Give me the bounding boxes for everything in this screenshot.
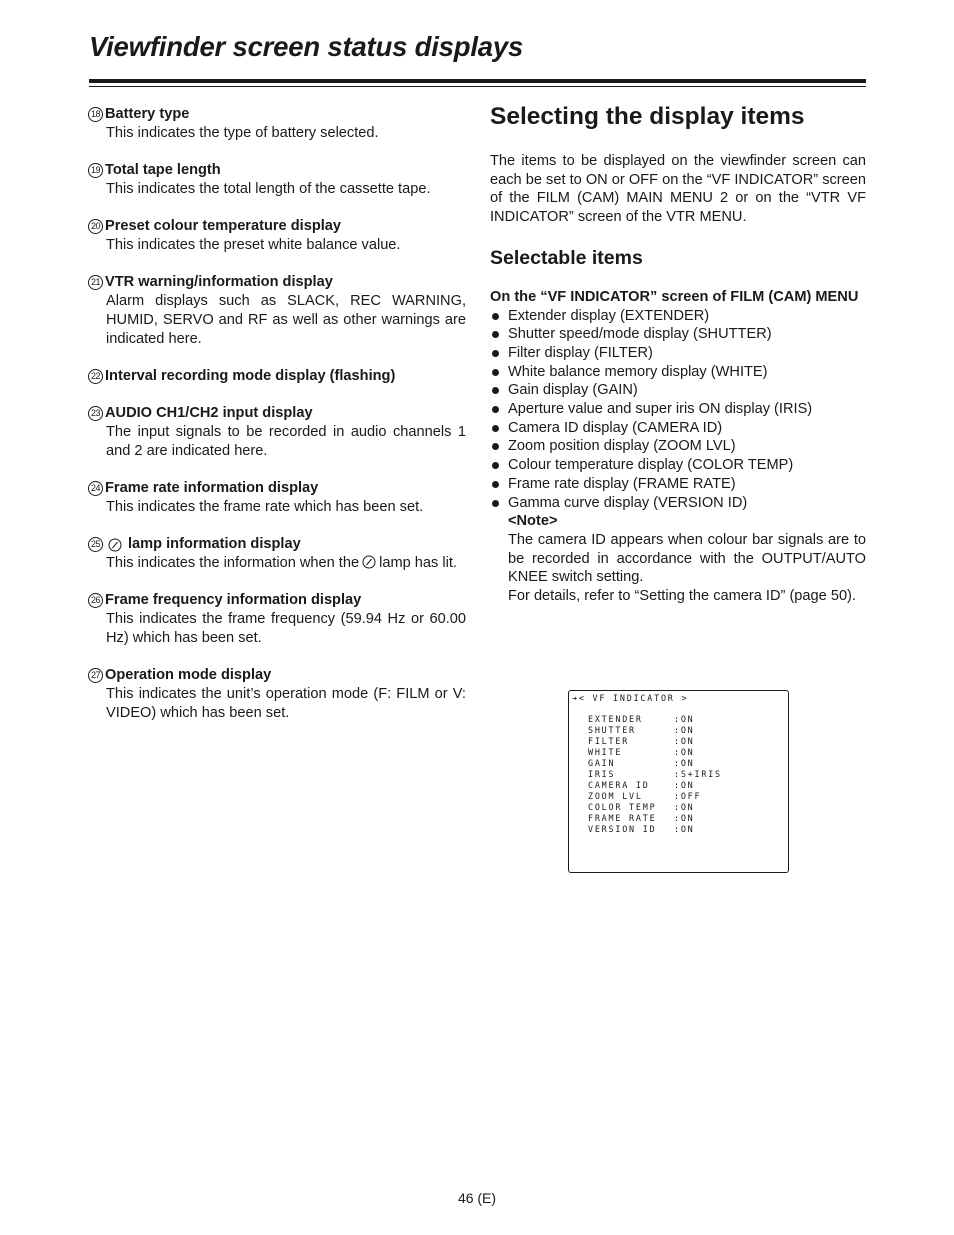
item-heading: Battery type (105, 106, 190, 122)
bullet-dot-icon (492, 481, 499, 488)
vf-setting-value: :S+IRIS (674, 769, 722, 779)
list-item (490, 494, 866, 513)
list-item (490, 419, 866, 438)
note-heading: <Note> (508, 513, 558, 530)
note-reference: For details, refer to “Setting the camera ID” (page 50). (508, 588, 856, 605)
status-item (88, 273, 466, 349)
subsection-title: Selectable items (490, 246, 643, 269)
vf-setting-row (588, 769, 722, 780)
section-title: Selecting the display items (490, 103, 805, 130)
vf-settings-list (588, 714, 722, 835)
item-description: Alarm displays such as SLACK, REC WARNING, HUMID, SERVO and RF as well as other warnings are indicated here. (106, 293, 466, 347)
item-heading: Frame rate information display (105, 480, 319, 496)
list-item (490, 307, 866, 326)
vf-setting-row (588, 725, 722, 736)
vf-setting-label: COLOR TEMP (588, 802, 657, 812)
section-intro: The items to be displayed on the viewfinder screen can each be set to ON or OFF on the “VF INDICATOR” screen of the FILM (CAM) MAIN MENU 2 or on the “VTR VF INDICATOR” screen of the VTR MENU. (490, 153, 866, 226)
bullet-dot-icon (492, 331, 499, 338)
circled-number-icon: 22 (88, 369, 103, 384)
status-item-list (88, 105, 466, 741)
circled-number-icon: 27 (88, 668, 103, 683)
vf-setting-value: :ON (674, 747, 695, 757)
bullet-dot-icon (492, 313, 499, 320)
vf-setting-label: CAMERA ID (588, 780, 650, 790)
list-item (490, 363, 866, 382)
list-item-text: Gamma curve display (VERSION ID) (508, 494, 748, 511)
vf-setting-value: :OFF (674, 791, 702, 801)
vf-setting-label: WHITE (588, 747, 623, 757)
vf-setting-value: :ON (674, 824, 695, 834)
item-description: This indicates the frame frequency (59.94 Hz or 60.00 Hz) which has been set. (106, 611, 466, 646)
group-heading: On the “VF INDICATOR” screen of FILM (CAM) MENU (490, 288, 859, 305)
vf-setting-value: :ON (674, 725, 695, 735)
item-heading: Interval recording mode display (flashing) (105, 368, 396, 384)
list-item-text: Gain display (GAIN) (508, 382, 638, 399)
list-item (490, 400, 866, 419)
item-description: This indicates the preset white balance value. (106, 237, 401, 253)
vf-setting-row (588, 736, 722, 747)
lamp-icon (108, 538, 122, 552)
vf-setting-row (588, 791, 722, 802)
item-heading: Preset colour temperature display (105, 218, 342, 234)
vf-setting-label: SHUTTER (588, 725, 636, 735)
vf-setting-value: :ON (674, 802, 695, 812)
status-item (88, 217, 466, 255)
vf-setting-label: ZOOM LVL (588, 791, 643, 801)
bullet-dot-icon (492, 406, 499, 413)
circled-number-icon: 24 (88, 481, 103, 496)
bullet-dot-icon (492, 369, 499, 376)
list-item (490, 344, 866, 363)
list-item (490, 381, 866, 400)
vf-setting-value: :ON (674, 813, 695, 823)
circled-number-icon: 20 (88, 219, 103, 234)
vf-setting-label: GAIN (588, 758, 616, 768)
selectable-items-list (490, 307, 866, 513)
vf-setting-value: :ON (674, 714, 695, 724)
vf-setting-row (588, 824, 722, 835)
item-heading: VTR warning/information display (105, 274, 333, 290)
vf-setting-value: :ON (674, 780, 695, 790)
circled-number-icon: 18 (88, 107, 103, 122)
status-item (88, 404, 466, 461)
item-description: The input signals to be recorded in audio channels 1 and 2 are indicated here. (106, 424, 466, 459)
vf-setting-row (588, 714, 722, 725)
vf-setting-row (588, 758, 722, 769)
item-description (106, 554, 466, 573)
status-item (88, 161, 466, 199)
page-title: Viewfinder screen status displays (89, 31, 524, 62)
vf-setting-label: FILTER (588, 736, 630, 746)
vf-indicator-screen (568, 690, 789, 873)
item-heading: Frame frequency information display (105, 592, 362, 608)
circled-number-icon: 23 (88, 406, 103, 421)
bullet-dot-icon (492, 350, 499, 357)
status-item (88, 479, 466, 517)
status-item (88, 591, 466, 648)
circled-number-icon: 19 (88, 163, 103, 178)
list-item-text: Filter display (FILTER) (508, 344, 653, 361)
list-item-text: Colour temperature display (COLOR TEMP) (508, 457, 794, 474)
status-item (88, 666, 466, 723)
vf-setting-label: VERSION ID (588, 824, 657, 834)
bullet-dot-icon (492, 387, 499, 394)
item-description-part: lamp has lit. (379, 555, 457, 571)
vf-setting-row (588, 802, 722, 813)
note-text: The camera ID appears when colour bar signals are to be recorded in accordance with the OUTPUT/AUTO KNEE switch setting. (508, 531, 866, 586)
list-item-text: Aperture value and super iris ON display (IRIS) (508, 401, 813, 418)
vf-setting-row (588, 813, 722, 824)
bullet-dot-icon (492, 462, 499, 469)
item-description-part: This indicates the information when the (106, 555, 360, 571)
item-heading: Operation mode display (105, 667, 272, 683)
circled-number-icon: 26 (88, 593, 103, 608)
vf-setting-label: EXTENDER (588, 714, 643, 724)
list-item-text: Frame rate display (FRAME RATE) (508, 475, 736, 492)
item-heading: AUDIO CH1/CH2 input display (105, 405, 313, 421)
item-description: This indicates the frame rate which has been set. (106, 499, 424, 515)
status-item (88, 535, 466, 573)
lamp-icon (362, 555, 376, 569)
item-description: This indicates the type of battery selected. (106, 125, 379, 141)
vf-setting-value: :ON (674, 758, 695, 768)
list-item-text: Shutter speed/mode display (SHUTTER) (508, 326, 772, 343)
vf-setting-label: FRAME RATE (588, 813, 657, 823)
title-rule-thick (89, 79, 866, 83)
vf-setting-row (588, 780, 722, 791)
page-number: 46 (E) (457, 1190, 497, 1206)
list-item-text: Zoom position display (ZOOM LVL) (508, 438, 736, 455)
vf-screen-title: < VF INDICATOR > (578, 693, 689, 703)
status-item (88, 105, 466, 143)
circled-number-icon: 25 (88, 537, 103, 552)
list-item-text: White balance memory display (WHITE) (508, 363, 768, 380)
item-description: This indicates the unit’s operation mode (F: FILM or V: VIDEO) which has been set. (106, 686, 466, 721)
arrow-right-icon: ➔ (572, 693, 579, 703)
note-block (508, 512, 866, 606)
bullet-dot-icon (492, 500, 499, 507)
status-item (88, 367, 466, 386)
vf-screen-header (572, 693, 688, 704)
bullet-dot-icon (492, 425, 499, 432)
list-item-text: Extender display (EXTENDER) (508, 307, 710, 324)
title-rule-thin (89, 86, 866, 87)
list-item-text: Camera ID display (CAMERA ID) (508, 419, 723, 436)
list-item (490, 437, 866, 456)
item-heading: Total tape length (105, 162, 221, 178)
vf-setting-value: :ON (674, 736, 695, 746)
bullet-dot-icon (492, 443, 499, 450)
vf-setting-row (588, 747, 722, 758)
item-description: This indicates the total length of the cassette tape. (106, 181, 431, 197)
vf-setting-label: IRIS (588, 769, 616, 779)
display-items-section (490, 102, 866, 606)
list-item (490, 456, 866, 475)
list-item (490, 325, 866, 344)
list-item (490, 475, 866, 494)
circled-number-icon: 21 (88, 275, 103, 290)
item-heading: lamp information display (128, 536, 301, 552)
